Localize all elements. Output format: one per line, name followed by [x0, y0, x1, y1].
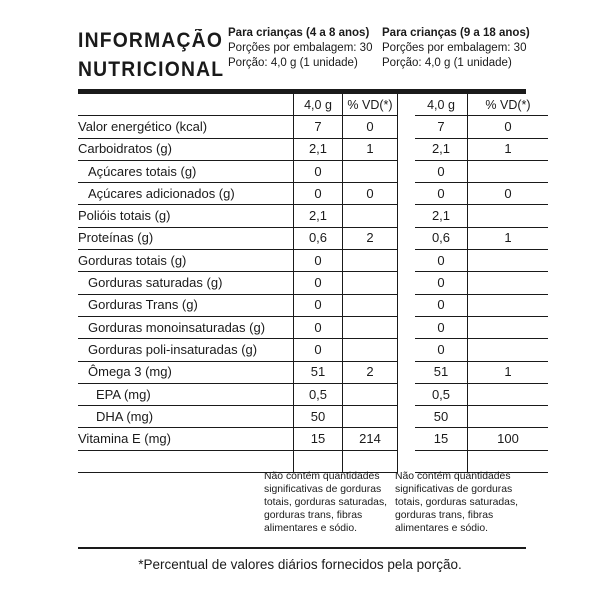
quantity-2: 7 [415, 116, 468, 138]
quantity-2: 51 [415, 361, 468, 383]
table-row [78, 205, 548, 227]
quantity-1: 15 [294, 428, 343, 450]
group-servings: Porções por embalagem: 30 [228, 42, 373, 54]
vd-1: 214 [343, 428, 398, 450]
vd-2 [468, 160, 549, 182]
vd-2: 0 [468, 116, 549, 138]
quantity-2: 50 [415, 406, 468, 428]
vd-1: 2 [343, 227, 398, 249]
nutrient-label: DHA (mg) [78, 406, 294, 428]
header-vd-1: % VD(*) [343, 94, 398, 116]
group-name: Para crianças (4 a 8 anos) [228, 27, 370, 39]
footnote: *Percentual de valores diários fornecidos pela porção. [138, 557, 462, 572]
vd-1 [343, 205, 398, 227]
vd-1 [343, 250, 398, 272]
table-row [78, 138, 548, 160]
table-row [78, 339, 548, 361]
group-servings: Porções por embalagem: 30 [382, 42, 527, 54]
vd-2: 0 [468, 183, 549, 205]
header-vd-2: % VD(*) [468, 94, 549, 116]
quantity-1: 0 [294, 316, 343, 338]
quantity-2: 0,6 [415, 227, 468, 249]
header-label-cell [78, 94, 294, 116]
group-portion: Porção: 4,0 g (1 unidade) [382, 57, 512, 69]
table-row [78, 406, 548, 428]
table-row [78, 250, 548, 272]
quantity-2: 0,5 [415, 383, 468, 405]
note-group-2: Não contém quantidades significativas de gorduras totais, gorduras saturadas, gorduras trans, fibras alimentares e sódio. [395, 471, 519, 534]
quantity-1: 0,6 [294, 227, 343, 249]
quantity-2: 2,1 [415, 138, 468, 160]
nutrient-label: Gorduras Trans (g) [78, 294, 294, 316]
nutrient-label: Gorduras poli-insaturadas (g) [78, 339, 294, 361]
nutrient-label: Açúcares adicionados (g) [78, 183, 294, 205]
quantity-1: 0,5 [294, 383, 343, 405]
group-header-9-18 [382, 26, 530, 71]
table-row [78, 227, 548, 249]
vd-2 [468, 383, 549, 405]
nutrient-label: Gorduras saturadas (g) [78, 272, 294, 294]
quantity-2: 0 [415, 294, 468, 316]
vd-2: 1 [468, 138, 549, 160]
table-row [78, 316, 548, 338]
nutrient-label: Açúcares totais (g) [78, 160, 294, 182]
table-row [78, 361, 548, 383]
nutrient-label: Carboidratos (g) [78, 138, 294, 160]
quantity-2: 15 [415, 428, 468, 450]
nutrient-label: Polióis totais (g) [78, 205, 294, 227]
vd-2: 1 [468, 227, 549, 249]
vd-1 [343, 294, 398, 316]
quantity-2: 0 [415, 183, 468, 205]
vd-1 [343, 160, 398, 182]
bottom-divider [78, 547, 526, 549]
quantity-1: 2,1 [294, 138, 343, 160]
vd-1 [343, 316, 398, 338]
group-portion: Porção: 4,0 g (1 unidade) [228, 57, 358, 69]
note-group-1: Não contém quantidades significativas de gorduras totais, gorduras saturadas, gorduras trans, fibras alimentares e sódio. [264, 471, 388, 534]
header-portion-1: 4,0 g [294, 94, 343, 116]
vd-2 [468, 406, 549, 428]
table-row [78, 294, 548, 316]
vd-1 [343, 383, 398, 405]
quantity-2: 2,1 [415, 205, 468, 227]
quantity-2: 0 [415, 250, 468, 272]
nutrient-label: Vitamina E (mg) [78, 428, 294, 450]
quantity-1: 0 [294, 272, 343, 294]
nutrition-table [78, 94, 548, 473]
quantity-1: 50 [294, 406, 343, 428]
title-line-1: INFORMAÇÃO [78, 29, 224, 52]
vd-1 [343, 406, 398, 428]
vd-2 [468, 339, 549, 361]
quantity-1: 0 [294, 160, 343, 182]
quantity-1: 2,1 [294, 205, 343, 227]
nutrient-label: Proteínas (g) [78, 227, 294, 249]
quantity-2: 0 [415, 160, 468, 182]
table-row [78, 116, 548, 138]
vd-2 [468, 272, 549, 294]
quantity-2: 0 [415, 272, 468, 294]
quantity-2: 0 [415, 316, 468, 338]
vd-2 [468, 316, 549, 338]
quantity-1: 0 [294, 250, 343, 272]
quantity-1: 0 [294, 183, 343, 205]
quantity-1: 51 [294, 361, 343, 383]
table-header-row [78, 94, 548, 116]
vd-1: 2 [343, 361, 398, 383]
vd-2 [468, 294, 549, 316]
nutrient-label: EPA (mg) [78, 383, 294, 405]
vd-1: 1 [343, 138, 398, 160]
vd-1 [343, 339, 398, 361]
table-row [78, 383, 548, 405]
table-row [78, 183, 548, 205]
vd-2: 100 [468, 428, 549, 450]
title-line-2: NUTRICIONAL [78, 58, 225, 81]
table-row [78, 428, 548, 450]
quantity-1: 7 [294, 116, 343, 138]
vd-1: 0 [343, 183, 398, 205]
nutrient-label: Ômega 3 (mg) [78, 361, 294, 383]
table-row [78, 160, 548, 182]
group-header-4-8 [228, 26, 372, 71]
header-portion-2: 4,0 g [415, 94, 468, 116]
vd-1: 0 [343, 116, 398, 138]
quantity-1: 0 [294, 339, 343, 361]
nutrient-label: Gorduras monoinsaturadas (g) [78, 316, 294, 338]
group-name: Para crianças (9 a 18 anos) [382, 27, 530, 39]
vd-2 [468, 205, 549, 227]
vd-2: 1 [468, 361, 549, 383]
vd-2 [468, 250, 549, 272]
nutrient-label: Gorduras totais (g) [78, 250, 294, 272]
nutrient-label: Valor energético (kcal) [78, 116, 294, 138]
quantity-1: 0 [294, 294, 343, 316]
vd-1 [343, 272, 398, 294]
quantity-2: 0 [415, 339, 468, 361]
nutrition-title [78, 26, 224, 84]
table-row [78, 272, 548, 294]
